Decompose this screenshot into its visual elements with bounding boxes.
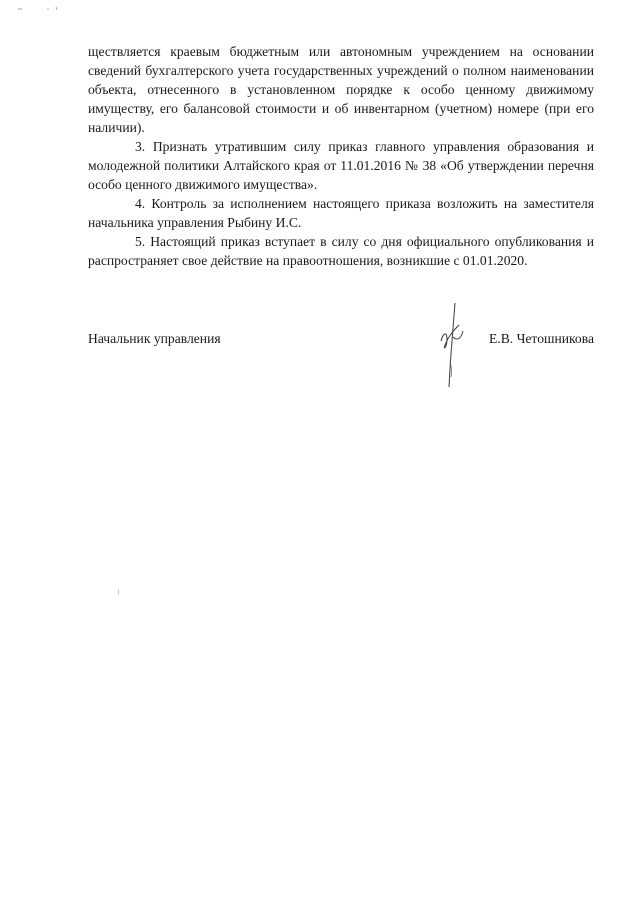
- handwritten-signature: [433, 301, 473, 391]
- paragraph-continuation: ществляется краевым бюджетным или автономным учреждением на основании сведений бухгалтерского учета государственных учреждений о полном наименовании объекта, отнесенного в установленном порядке к особо ценному движимому имуществу, его балансовой стоимости и об инвентарном (учетном) номере (при его наличии).: [88, 44, 594, 135]
- scan-artifact-marks: [16, 4, 66, 14]
- paragraph-item-5: 5. Настоящий приказ вступает в силу со дня официального опубликования и распространяет свое действие на правоотношения, возникшие с 01.01.2020.: [88, 234, 594, 268]
- scan-speck: [118, 590, 119, 594]
- signatory-name: Е.В. Четошникова: [489, 331, 594, 346]
- signature-block: [88, 329, 594, 389]
- document-body: [88, 42, 594, 270]
- paragraph-item-4: 4. Контроль за исполнением настоящего приказа возложить на заместителя начальника управления Рыбину И.С.: [88, 196, 594, 230]
- signatory-position: Начальник управления: [88, 331, 221, 346]
- paragraph-item-3: 3. Признать утратившим силу приказ главного управления образования и молодежной политики Алтайского края от 11.01.2016 № 38 «Об утверждении перечня особо ценного движимого имущества».: [88, 139, 594, 192]
